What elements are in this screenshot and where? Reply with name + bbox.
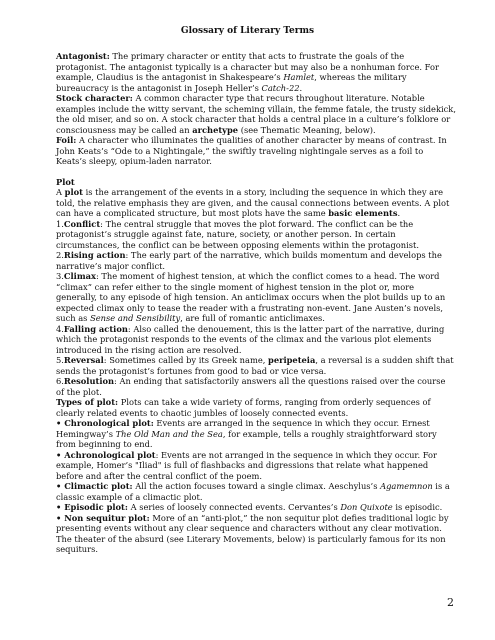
bold-term: peripeteia <box>268 355 316 365</box>
entry-text: Plots can take a wide variety of forms, ranging from orderly sequences of clearly related events to chaotic jumbles of loosely connected events. <box>56 397 431 418</box>
foil-entry <box>56 135 456 167</box>
entry-text: A series of loosely connected events. Cervantes’s <box>127 502 341 512</box>
antagonist-entry <box>56 51 456 93</box>
entry-text: : The moment of highest tension, at which the conflict comes to a head. The word “climax” can refer either to the single moment of highest tension in the plot or, more generally, to any episode of high tension. An anticlimax occurs when the plot builds up to an expected climax only to tease the reader with a frustrating non-event. Jane Austen’s novels, such as <box>56 271 446 323</box>
entry-text: : An ending that satisfactorily answers all the questions raised over the course of the plot. <box>56 376 446 397</box>
entry-text: is the arrangement of the events in a story, including the sequence in which they are told, the relative emphasis they are given, and the causal connections between events. A plot can have a complicated structure, but most plots have the same <box>56 187 450 218</box>
entry-text: . <box>397 208 401 218</box>
entry-text: : Sometimes called by its Greek name, <box>103 355 269 365</box>
bold-term: archetype <box>192 124 239 135</box>
entry-text: : Events are not arranged in the sequence in which they occur. For example, Homer’s "Iliad" is full of flashbacks and digressions that relate what happened before and after the central conflict of the poem. <box>56 449 438 481</box>
entry-text: , whereas the military bureaucracy is the antagonist in Joseph Heller’s <box>56 72 407 93</box>
entry-text: , a reversal is a sudden shift that sends the protagonist’s fortunes from good to bad or vice versa. <box>56 355 454 376</box>
types-of-plot-entry <box>56 397 456 418</box>
work-title: Agamemnon <box>380 481 433 491</box>
work-title: Hamlet <box>283 72 315 82</box>
item-number: 2. <box>56 250 64 260</box>
bullet-label: • Episodic plot: <box>56 502 128 512</box>
bullet-label: • Non sequitur plot: <box>56 512 150 523</box>
entry-text: , for example, tells a roughly straightforward story from beginning to end. <box>56 428 437 449</box>
term-label: Rising action <box>63 250 126 260</box>
bullet-label: • Achronological plot <box>56 449 156 460</box>
work-title: Sense and Sensibility <box>90 313 181 323</box>
item-number: 4. <box>56 323 64 334</box>
term-label: Falling action <box>63 323 128 334</box>
section-heading-plot: Plot <box>56 176 75 187</box>
stock-character-entry <box>56 93 456 135</box>
document-body <box>56 51 456 555</box>
plot-type-bullet <box>56 418 456 450</box>
term-label: Climax <box>63 271 96 281</box>
entry-text: More of an “anti-plot,” the non sequitur plot defies traditional logic by presenting events without any clear sequence and characters without any clear motivation. The theater of the absurd (see Literary Movements, below) is particularly famous for its non sequiturs. <box>56 512 449 554</box>
page-number: 2 <box>447 596 454 609</box>
page-title: Glossary of Literary Terms <box>180 26 315 36</box>
entry-text: A common character type that recurs throughout literature. Notable examples include the witty servant, the scheming villain, the femme fatale, the trusty sidekick, the old miser, and so on. A stock character that holds a central place in a culture’s folklore or consciousness may be called an <box>56 93 456 135</box>
plot-element-item <box>56 219 456 251</box>
plot-type-bullet <box>56 450 456 482</box>
term-label: Conflict <box>63 218 101 229</box>
term-label: Types of plot: <box>56 397 119 407</box>
bold-term: plot <box>64 187 83 197</box>
entry-text: : Also called the denouement, this is the latter part of the narrative, during which the protagonist responds to the events of the climax and the various plot elements introduced in the rising action are resolved. <box>56 323 445 355</box>
entry-text: A character who illuminates the qualities of another character by means of contrast. In John Keats’s “Ode to a Nightingale,” the swiftly traveling nightingale serves as a foil to Keats’s sleepy, opium-laden narrator. <box>56 135 447 166</box>
item-number: 6. <box>56 376 64 386</box>
item-number: 5. <box>56 355 64 365</box>
term-label: Resolution <box>63 376 115 386</box>
term-label: Antagonist: <box>56 51 110 61</box>
spacer <box>56 167 456 177</box>
bullet-label: • Climactic plot: <box>56 481 133 491</box>
item-number: 3. <box>56 271 64 281</box>
bold-term: basic elements <box>328 208 398 218</box>
plot-element-item <box>56 376 456 397</box>
entry-text: All the action focuses toward a single climax. Aeschylus’s <box>132 481 381 491</box>
entry-text: (see Thematic Meaning, below). <box>238 124 376 135</box>
bullet-label: • Chronological plot: <box>56 418 154 428</box>
term-label: Reversal <box>63 355 104 365</box>
entry-text: . <box>299 82 303 93</box>
entry-text: A <box>56 187 65 197</box>
work-title: Don Quixote <box>340 502 393 512</box>
work-title: The Old Man and the Sea <box>115 428 223 439</box>
plot-element-item <box>56 250 456 271</box>
entry-text: , are full of romantic anticlimaxes. <box>180 313 325 323</box>
plot-type-bullet <box>56 513 456 555</box>
plot-element-item <box>56 271 456 324</box>
entry-text: The primary character or entity that acts to frustrate the goals of the protagonist. The antagonist typically is a character but may also be a nonhuman force. For example, Claudius is the antagonist in Shakespeare’s <box>56 51 439 82</box>
entry-text: Events are arranged in the sequence in which they occur. Ernest Hemingway’s <box>56 418 430 439</box>
entry-text: is a classic example of a climactic plot. <box>56 481 450 502</box>
item-number: 1. <box>56 218 64 229</box>
entry-text: is episodic. <box>392 502 443 512</box>
term-label: Stock character: <box>56 93 133 103</box>
plot-type-bullet <box>56 502 456 513</box>
entry-text: : The early part of the narrative, which builds momentum and develops the narrative’s major conflict. <box>56 250 442 271</box>
work-title: Catch-22 <box>261 82 300 93</box>
plot-type-bullet <box>56 481 456 502</box>
plot-element-item <box>56 324 456 356</box>
term-label: Foil: <box>56 135 77 145</box>
plot-element-item <box>56 355 456 376</box>
plot-intro <box>56 187 456 219</box>
entry-text: : The central struggle that moves the plot forward. The conflict can be the protagonist’s struggle against fate, nature, society, or another person. In certain circumstances, the conflict can be between opposing elements within the protagonist. <box>56 218 420 250</box>
